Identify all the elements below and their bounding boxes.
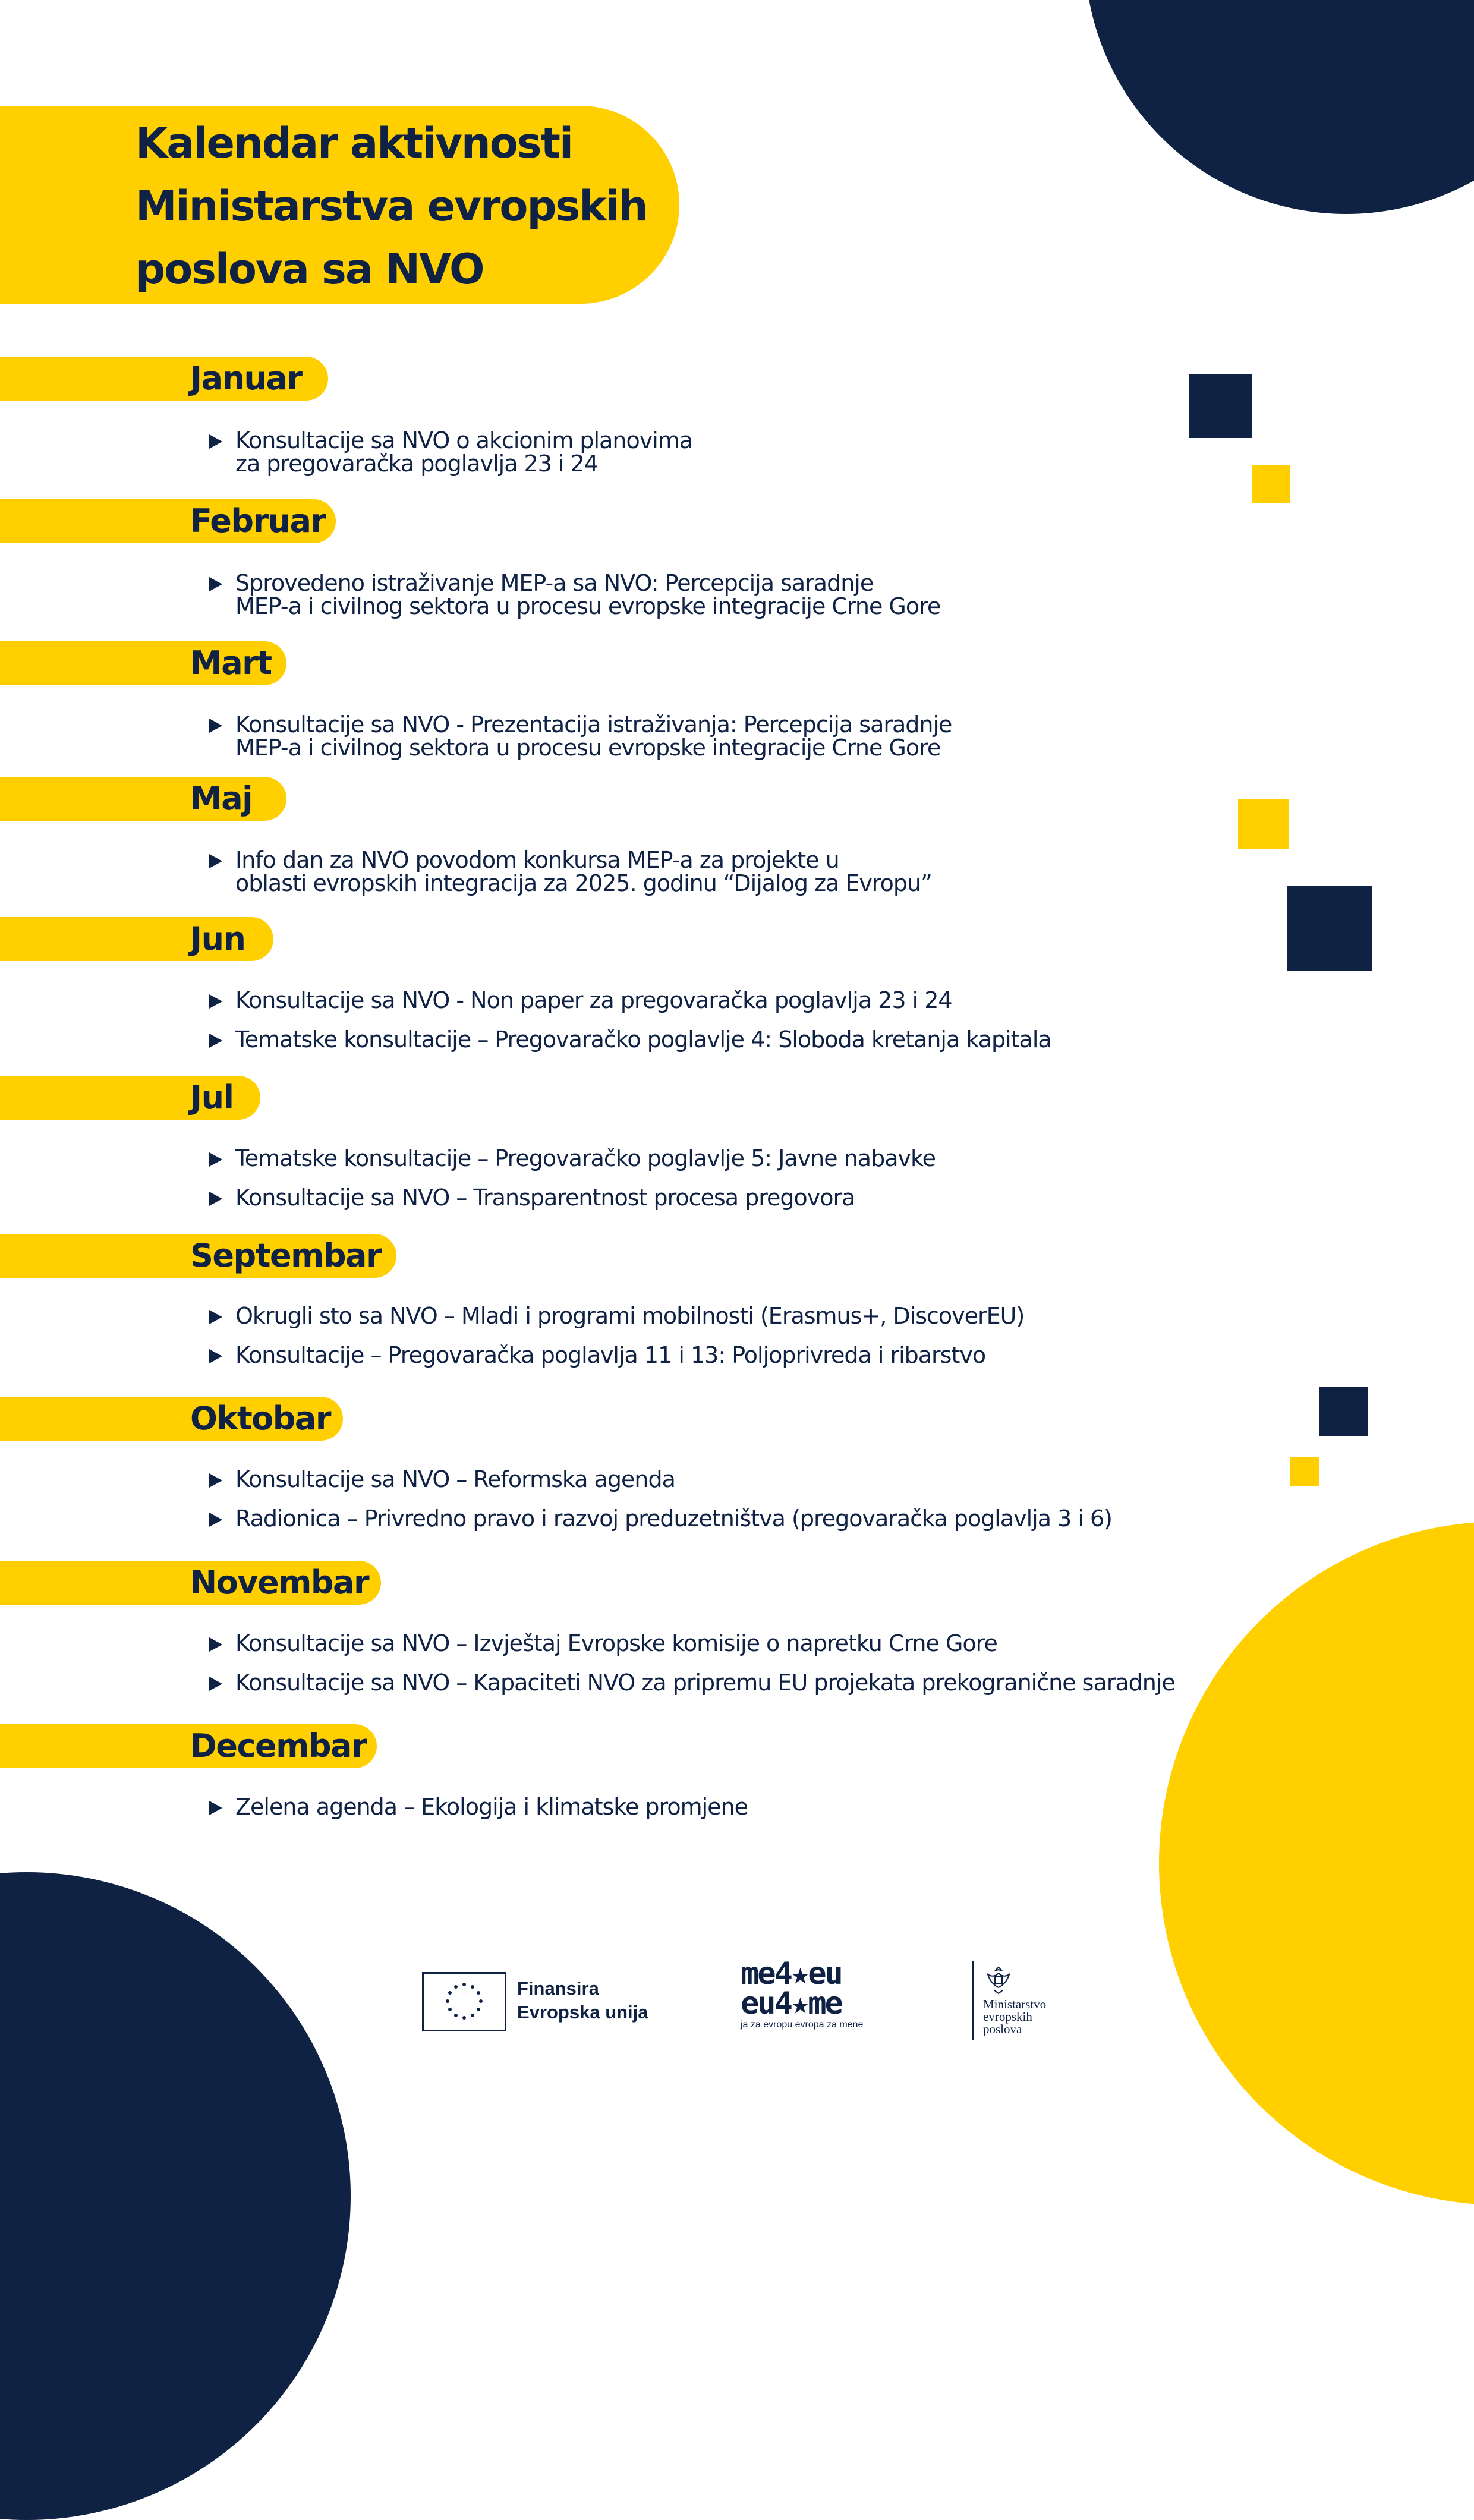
month-label: Januar <box>190 360 302 397</box>
month-label: Oktobar <box>190 1400 330 1437</box>
item-text: Konsultacije – Pregovaračka poglavlja 11 i 13: Poljoprivreda i ribarstvo <box>235 1342 986 1368</box>
month-label: Februar <box>190 502 326 540</box>
triangle-right-icon <box>209 719 222 733</box>
month-label: Novembar <box>190 1564 369 1601</box>
item-text: Zelena agenda – Ekologija i klimatske promjene <box>235 1794 748 1820</box>
ministry-line: poslova <box>983 2022 1022 2036</box>
item-text: Okrugli sto sa NVO – Mladi i programi mobilnosti (Erasmus+, DiscoverEU) <box>235 1303 1025 1329</box>
list-item <box>209 989 1246 1012</box>
item-text: Konsultacije sa NVO – Izvještaj Evropske komisije o napretku Crne Gore <box>235 1630 997 1656</box>
list-item <box>209 1028 1246 1051</box>
montenegro-crest-icon <box>982 1964 1015 1996</box>
triangle-right-icon <box>209 1637 222 1652</box>
triangle-right-icon <box>209 1677 222 1691</box>
eu-funding-label <box>517 1977 672 2024</box>
decor-yellow-square <box>1290 1457 1319 1486</box>
triangle-right-icon <box>209 434 222 449</box>
eu-flag-icon <box>422 1972 506 2031</box>
ministry-line: Ministarstvo <box>983 1997 1047 2011</box>
triangle-right-icon <box>209 1310 222 1324</box>
triangle-right-icon <box>209 994 222 1009</box>
list-item <box>209 1468 1246 1491</box>
decor-navy-square <box>1189 374 1252 438</box>
triangle-right-icon <box>209 1034 222 1048</box>
eu-line: Evropska unija <box>517 2002 648 2023</box>
title-line: Kalendar aktivnosti <box>136 119 572 168</box>
triangle-right-icon <box>209 1513 222 1527</box>
me4eu-line: me4★eu <box>741 1956 842 1992</box>
list-item <box>209 713 1246 760</box>
list-item <box>209 429 1246 475</box>
month-label: Septembar <box>190 1237 382 1274</box>
item-text: Konsultacije sa NVO o akcionim planovima za pregovaračka poglavlja 23 i 24 <box>235 427 693 477</box>
list-item <box>209 1186 1246 1209</box>
list-item <box>209 1796 1246 1819</box>
me4eu-tagline: ja za evropu evropa za mene <box>741 2020 864 2030</box>
triangle-right-icon <box>209 1349 222 1363</box>
item-text: Konsultacije sa NVO – Kapaciteti NVO za pripremu EU projekata prekogranične saradnje <box>235 1670 1175 1696</box>
month-label: Decembar <box>190 1727 367 1765</box>
triangle-right-icon <box>209 1801 222 1815</box>
page-title <box>136 112 670 301</box>
item-text: Tematske konsultacije – Pregovaračko poglavlje 4: Sloboda kretanja kapitala <box>235 1026 1051 1053</box>
list-item <box>209 1344 1246 1367</box>
triangle-right-icon <box>209 1152 222 1167</box>
ministry-line: evropskih <box>983 2009 1032 2024</box>
item-text: Konsultacije sa NVO – Transparentnost procesa pregovora <box>235 1185 855 1211</box>
list-item <box>209 1632 1246 1655</box>
list-item <box>209 1507 1246 1530</box>
decor-navy-square <box>1319 1387 1368 1436</box>
month-label: Jun <box>190 920 245 957</box>
title-line: poslova sa NVO <box>136 245 484 294</box>
item-text: Radionica – Privredno pravo i razvoj preduzetništva (pregovaračka poglavlja 3 i 6) <box>235 1505 1112 1532</box>
month-label: Jul <box>190 1079 234 1116</box>
item-text: Sprovedeno istraživanje MEP-a sa NVO: Percepcija saradnje MEP-a i civilnog sektora u procesu evropske integracije Crne Gore <box>235 570 941 619</box>
list-item <box>209 1671 1246 1694</box>
eu-line: Finansira <box>517 1978 599 1999</box>
item-text: Konsultacije sa NVO – Reformska agenda <box>235 1466 675 1492</box>
me4eu-logo <box>741 1956 883 2031</box>
item-text: Tematske konsultacije – Pregovaračko poglavlje 5: Javne nabavke <box>235 1145 936 1171</box>
decor-navy-square <box>1287 886 1372 971</box>
ministry-logo-text <box>983 1998 1090 2036</box>
decor-navy-circle-bottom-left <box>0 1872 351 2520</box>
decor-yellow-square <box>1238 799 1289 849</box>
item-text: Konsultacije sa NVO - Prezentacija istraživanja: Percepcija saradnje MEP-a i civilnog sektora u procesu evropske integracije Crne Gore <box>235 711 952 761</box>
list-item <box>209 1147 1246 1170</box>
triangle-right-icon <box>209 1473 222 1488</box>
month-label: Mart <box>190 644 272 682</box>
decor-navy-circle-top-right <box>1085 0 1474 214</box>
month-label: Maj <box>190 780 253 817</box>
item-text: Info dan za NVO povodom konkursa MEP-a za projekte u oblasti evropskih integracija za 2025. godinu “Dijalog za Evropu” <box>235 847 932 896</box>
list-item <box>209 1305 1246 1328</box>
item-text: Konsultacije sa NVO - Non paper za pregovaračka poglavlja 23 i 24 <box>235 987 952 1013</box>
triangle-right-icon <box>209 854 222 868</box>
ministry-divider <box>972 1961 974 2040</box>
list-item <box>209 572 1246 618</box>
list-item <box>209 849 1246 895</box>
me4eu-line: eu4★me <box>741 1986 842 2021</box>
decor-yellow-circle-bottom-right <box>1159 1522 1474 2205</box>
triangle-right-icon <box>209 577 222 591</box>
triangle-right-icon <box>209 1192 222 1206</box>
title-line: Ministarstva evropskih <box>136 182 647 231</box>
decor-yellow-square <box>1252 465 1290 503</box>
